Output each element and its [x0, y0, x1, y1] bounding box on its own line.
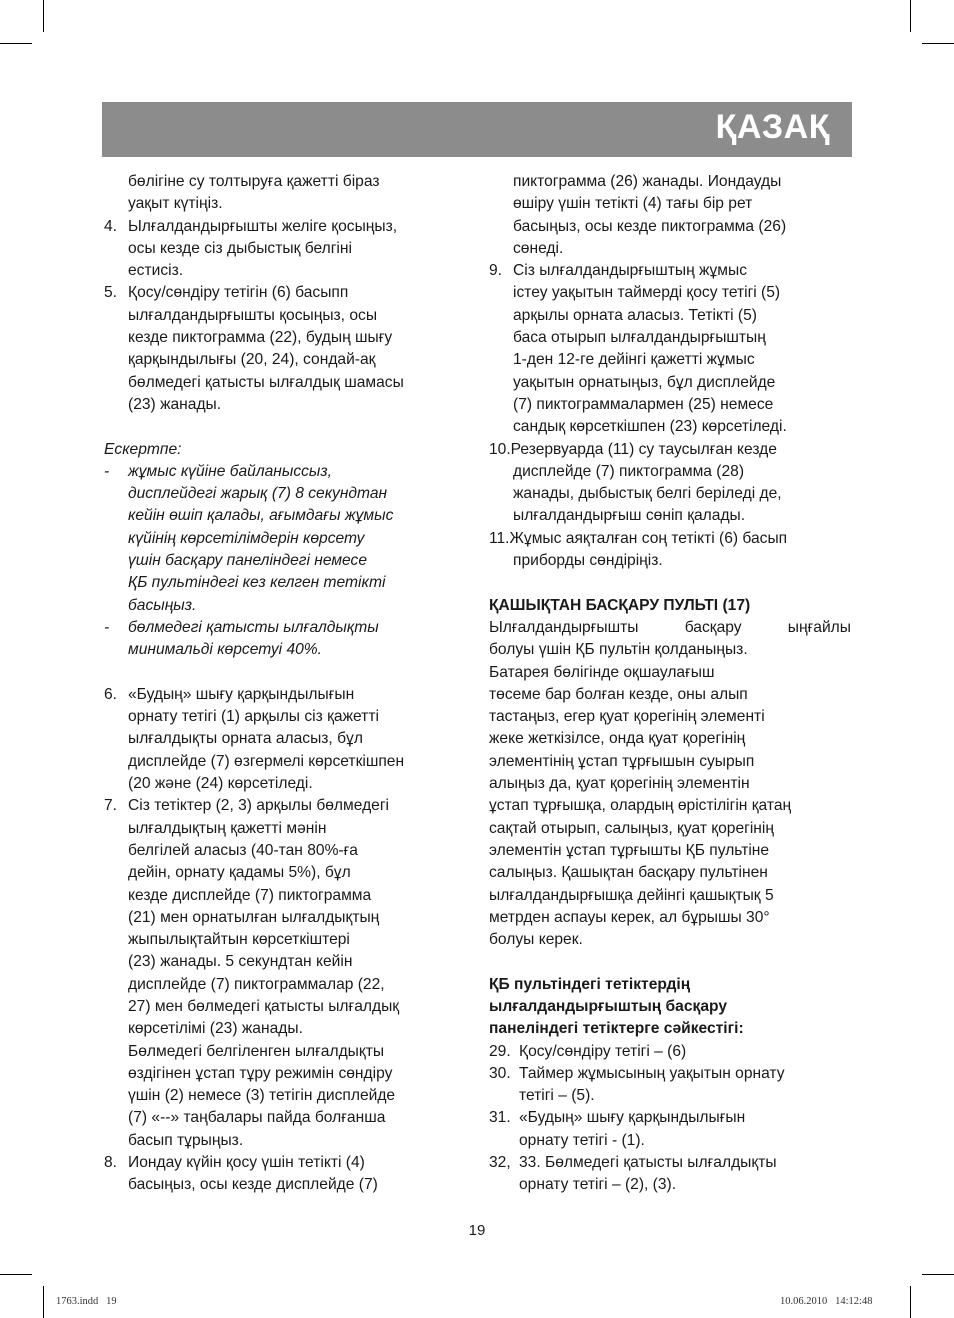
line-text: орнату тетігі - (1).: [519, 1131, 645, 1149]
text-line: [104, 929, 460, 951]
text-line: [489, 216, 851, 238]
text-line: [489, 595, 851, 617]
text-line: [489, 171, 851, 193]
text-line: [104, 461, 460, 483]
list-marker: 30.: [489, 1064, 511, 1082]
text-line: [104, 394, 460, 416]
line-text: сөнеді.: [513, 239, 564, 257]
text-line: [489, 439, 851, 461]
text-line: [104, 282, 460, 304]
text-line: [104, 728, 460, 750]
list-marker: 7.: [104, 797, 118, 815]
line-text: орнату тетігі – (2), (3).: [519, 1176, 677, 1194]
text-line: [489, 1107, 851, 1129]
list-marker: -: [104, 618, 110, 636]
word: басқару: [684, 618, 742, 636]
text-line: [104, 550, 460, 572]
line-text: ҚАШЫҚТАН БАСҚАРУ ПУЛЬТІ (17): [489, 596, 751, 614]
text-line: [489, 1174, 851, 1196]
spacer: [489, 951, 851, 973]
text-line: [104, 996, 460, 1018]
line-text: салыңыз. Қашықтан басқару пультінен: [489, 864, 768, 882]
text-line: [104, 684, 460, 706]
line-text: метрден аспауы керек, ал бұрышы 30°: [489, 908, 770, 926]
spacer: [489, 572, 851, 594]
spacer: [104, 416, 460, 438]
line-text: Батарея бөлігінде оқшаулағыш: [489, 663, 715, 681]
list-marker: -: [104, 462, 110, 480]
text-line: [104, 439, 460, 461]
text-line: [104, 951, 460, 973]
line-text: басыңыз.: [128, 596, 197, 614]
line-text: Сіз тетіктер (2, 3) арқылы бөлмедегі: [128, 797, 389, 815]
text-line: [489, 282, 851, 304]
language-header-bar: [102, 102, 852, 157]
list-marker: 5.: [104, 284, 118, 302]
line-text: (23) жанады.: [128, 395, 222, 413]
line-text: дисплейде (7) пиктограмма (28): [513, 462, 745, 480]
line-text: дисплейдегі жарық (7) 8 секундтан: [128, 485, 388, 503]
text-line: [489, 617, 851, 639]
line-text: «Будың» шығу қарқындылығын: [128, 685, 355, 703]
line-text: 11.Жұмыс аяқталған соң тетікті (6) басып: [489, 529, 788, 547]
text-line: [489, 416, 851, 438]
line-text: істеу уақытын таймерді қосу тетігі (5): [513, 284, 781, 302]
line-text: бөлмедегі қатысты ылғалдық шамасы: [128, 373, 404, 391]
text-line: [104, 907, 460, 929]
footer-file-info: 1763.indd 19: [56, 1296, 117, 1307]
text-line: [104, 1174, 460, 1196]
text-line: [104, 706, 460, 728]
text-line: [104, 818, 460, 840]
text-line: [104, 595, 460, 617]
line-text: уақытын орнатыңыз, бұл дисплейде: [513, 373, 776, 391]
line-text: 27) мен бөлмедегі қатысты ылғалдық: [128, 997, 400, 1015]
line-text: басыңыз, осы кезде пиктограмма (26): [513, 217, 787, 235]
text-line: [489, 706, 851, 728]
line-text: (23) жанады. 5 секундтан кейін: [128, 953, 353, 971]
line-text: белгілей аласыз (40-тан 80%-ға: [128, 841, 358, 859]
text-line: [104, 1107, 460, 1129]
text-line: [489, 1085, 851, 1107]
line-text: орнату тетігі (1) арқылы сіз қажетті: [128, 708, 379, 726]
line-text: элементін ұстап тұрғышты ҚБ пультіне: [489, 841, 770, 859]
text-line: [104, 639, 460, 661]
text-line: [104, 974, 460, 996]
list-marker: 8.: [104, 1154, 118, 1172]
page-number: 19: [468, 1222, 486, 1239]
text-line: [489, 461, 851, 483]
line-text: өшіру үшін тетікті (4) тағы бір рет: [513, 195, 753, 213]
text-line: [104, 372, 460, 394]
text-line: [489, 751, 851, 773]
line-text: ҚБ пультіндегі тетіктердің: [489, 975, 691, 993]
line-text: ылғалдандырғыштың басқару: [489, 997, 727, 1015]
line-text: элементінің ұстап тұрғышын суырып: [489, 752, 755, 770]
text-line: [489, 862, 851, 884]
line-text: болуы керек.: [489, 931, 583, 949]
line-text: бөлмедегі қатысты ылғалдықты: [128, 618, 379, 636]
text-line: [489, 238, 851, 260]
word: ыңғайлы: [787, 618, 851, 636]
line-text: үшін (2) немесе (3) тетігін дисплейде: [128, 1087, 396, 1105]
text-line: [489, 483, 851, 505]
line-text: ылғалдандырғышқа дейінгі қашықтық 5: [489, 886, 774, 904]
text-line: [104, 795, 460, 817]
line-text: үшін басқару панеліндегі немесе: [128, 552, 368, 570]
text-line: [489, 818, 851, 840]
line-text: қарқындылығы (20, 24), сондай-ақ: [128, 351, 376, 369]
text-line: [489, 885, 851, 907]
text-line: [489, 996, 851, 1018]
text-line: [489, 929, 851, 951]
line-text: дейін, орнату қадамы 5%), бұл: [128, 864, 351, 882]
line-text: алыңыз да, қуат қорегінің элементін: [489, 775, 750, 793]
text-line: [489, 505, 851, 527]
text-line: [104, 528, 460, 550]
line-text: тетігі – (5).: [519, 1087, 595, 1105]
line-text: жеке жеткізілсе, онда қуат қорегінің: [489, 730, 746, 748]
word: Ылғалдандырғышты: [489, 618, 639, 636]
text-line: [489, 840, 851, 862]
text-line: [104, 349, 460, 371]
line-text: (21) мен орнатылған ылғалдықтың: [128, 908, 380, 926]
line-text: ҚБ пультіндегі кез келген тетікті: [128, 574, 386, 592]
text-line: [489, 372, 851, 394]
line-text: Ылғалдандырғышты желіге қосыңыз,: [128, 217, 398, 235]
crop-mark: [910, 0, 911, 32]
text-line: [104, 483, 460, 505]
crop-mark: [922, 43, 954, 44]
text-line: [489, 1063, 851, 1085]
text-line: [489, 1041, 851, 1063]
text-line: [489, 728, 851, 750]
text-line: [489, 684, 851, 706]
line-text: күйінің көрсетілімдерін көрсету: [128, 529, 365, 547]
line-text: баса отырып ылғалдандырғыштың: [513, 329, 766, 347]
line-text: кезде пиктограмма (22), будың шығу: [128, 329, 393, 347]
footer-timestamp: 10.06.2010 14:12:48: [780, 1296, 873, 1307]
text-line: [104, 1063, 460, 1085]
list-marker: 32,: [489, 1154, 511, 1172]
line-text: пиктограмма (26) жанады. Иондауды: [513, 173, 782, 190]
text-line: [104, 171, 460, 193]
line-text: дисплейде (7) өзгермелі көрсеткішпен: [128, 752, 405, 770]
text-line: [104, 1041, 460, 1063]
text-line: [104, 327, 460, 349]
text-line: [104, 238, 460, 260]
line-text: ұстап тұрғышқа, олардың өрістілігін қатаң: [489, 797, 792, 815]
line-text: өздігінен ұстап тұру режимін сөндіру: [128, 1064, 393, 1082]
line-text: «Будың» шығу қарқындылығын: [519, 1109, 746, 1127]
right-text-column: [489, 171, 851, 1197]
spacer: [104, 662, 460, 684]
text-line: [104, 1085, 460, 1107]
line-text: арқылы орната аласыз. Тетікті (5): [513, 306, 757, 324]
text-line: [489, 1152, 851, 1174]
line-text: кезде дисплейде (7) пиктограмма: [128, 886, 372, 904]
text-line: [489, 773, 851, 795]
text-line: [489, 349, 851, 371]
line-text: Бөлмедегі белгіленген ылғалдықты: [128, 1042, 385, 1060]
left-text-column: [104, 171, 460, 1197]
line-text: панеліндегі тетіктерге сәйкестігі:: [489, 1020, 744, 1038]
list-marker: 6.: [104, 685, 118, 703]
line-text: ылғалдықты орната аласыз, бұл: [128, 730, 363, 748]
line-text: дисплейде (7) пиктограммалар (22,: [128, 975, 385, 993]
text-line: [104, 773, 460, 795]
line-text: сандық көрсеткішпен (23) көрсетіледі.: [513, 418, 787, 436]
line-text: 10.Резервуарда (11) су таусылған кезде: [489, 440, 777, 458]
line-text: 1-ден 12-ге дейінгі қажетті жұмыс: [513, 351, 755, 369]
line-text: басып тұрыңыз.: [128, 1131, 244, 1149]
text-line: [489, 550, 851, 572]
text-line: [104, 885, 460, 907]
line-text: ылғалдықтың қажетті мәнін: [128, 819, 327, 837]
text-line: [489, 974, 851, 996]
text-line: [104, 505, 460, 527]
text-line: [104, 193, 460, 215]
language-title: ҚАЗАҚ: [715, 108, 830, 146]
text-line: [489, 795, 851, 817]
text-line: [104, 1152, 460, 1174]
line-text: көрсетілімі (23) жанады.: [128, 1020, 303, 1038]
crop-mark: [0, 43, 32, 44]
line-text: тастаңыз, егер қуат қорегінің элементі: [489, 708, 765, 726]
line-text: ылғалдандырғышты қосыңыз, осы: [128, 306, 378, 324]
line-text: Сіз ылғалдандырғыштың жұмыс: [513, 262, 747, 280]
text-line: [489, 305, 851, 327]
crop-mark: [910, 1286, 911, 1318]
text-line: [104, 840, 460, 862]
text-line: [104, 305, 460, 327]
line-text: (7) пиктограммалармен (25) немесе: [513, 395, 774, 413]
line-text: минимальді көрсетуі 40%.: [128, 641, 323, 659]
line-text: Таймер жұмысының уақытын орнату: [519, 1064, 785, 1082]
text-line: [104, 862, 460, 884]
line-text: жыпылықтайтын көрсеткіштері: [128, 931, 350, 949]
line-text: төсеме бар болған кезде, оны алып: [489, 685, 748, 703]
line-text: кейін өшіп қалады, ағымдағы жұмыс: [128, 507, 394, 525]
line-text: Иондау күйін қосу үшін тетікті (4): [128, 1154, 365, 1172]
line-text: (7) «--» таңбалары пайда болғанша: [128, 1109, 386, 1127]
line-text: Қосу/сөндіру тетігін (6) басыпп: [128, 284, 349, 302]
text-line: [489, 394, 851, 416]
line-text: ылғалдандырғыш сөніп қалады.: [513, 507, 746, 525]
line-text: бөлігіне су толтыруға қажетті біраз: [128, 173, 380, 190]
list-marker: 9.: [489, 262, 503, 280]
crop-mark: [43, 0, 44, 32]
line-text: приборды сөндіріңіз.: [513, 552, 663, 570]
line-text: 33. Бөлмедегі қатысты ылғалдықты: [519, 1154, 777, 1172]
text-line: [489, 1018, 851, 1040]
text-line: [489, 907, 851, 929]
list-marker: 4.: [104, 217, 118, 235]
text-line: [489, 260, 851, 282]
text-line: [489, 1130, 851, 1152]
text-line: [489, 193, 851, 215]
list-marker: 29.: [489, 1042, 511, 1060]
crop-mark: [43, 1286, 44, 1318]
text-line: [104, 617, 460, 639]
text-line: [489, 662, 851, 684]
line-text: жанады, дыбыстық белгі беріледі де,: [513, 485, 782, 503]
text-line: [104, 216, 460, 238]
line-text: Ескертпе:: [104, 440, 182, 458]
line-text: жұмыс күйіне байланыссыз,: [128, 462, 332, 480]
line-text: Қосу/сөндіру тетігі – (6): [519, 1042, 687, 1060]
text-line: [489, 327, 851, 349]
text-line: [489, 528, 851, 550]
crop-mark: [0, 1274, 32, 1275]
text-line: [104, 1018, 460, 1040]
crop-mark: [922, 1274, 954, 1275]
line-text: естисіз.: [128, 262, 184, 280]
text-line: [104, 572, 460, 594]
text-line: [104, 1130, 460, 1152]
text-line: [104, 751, 460, 773]
line-text: болуы үшін ҚБ пультін қолданыңыз.: [489, 641, 748, 659]
text-line: [104, 260, 460, 282]
line-text: (20 және (24) көрсетіледі.: [128, 775, 313, 793]
line-text: сақтай отырып, салыңыз, қуат қорегінің: [489, 819, 774, 837]
text-line: [489, 639, 851, 661]
line-text: басыңыз, осы кезде дисплейде (7): [128, 1176, 378, 1194]
line-text: уақыт күтіңіз.: [128, 195, 223, 213]
list-marker: 31.: [489, 1109, 511, 1127]
line-text: осы кезде сіз дыбыстық белгіні: [128, 239, 352, 257]
